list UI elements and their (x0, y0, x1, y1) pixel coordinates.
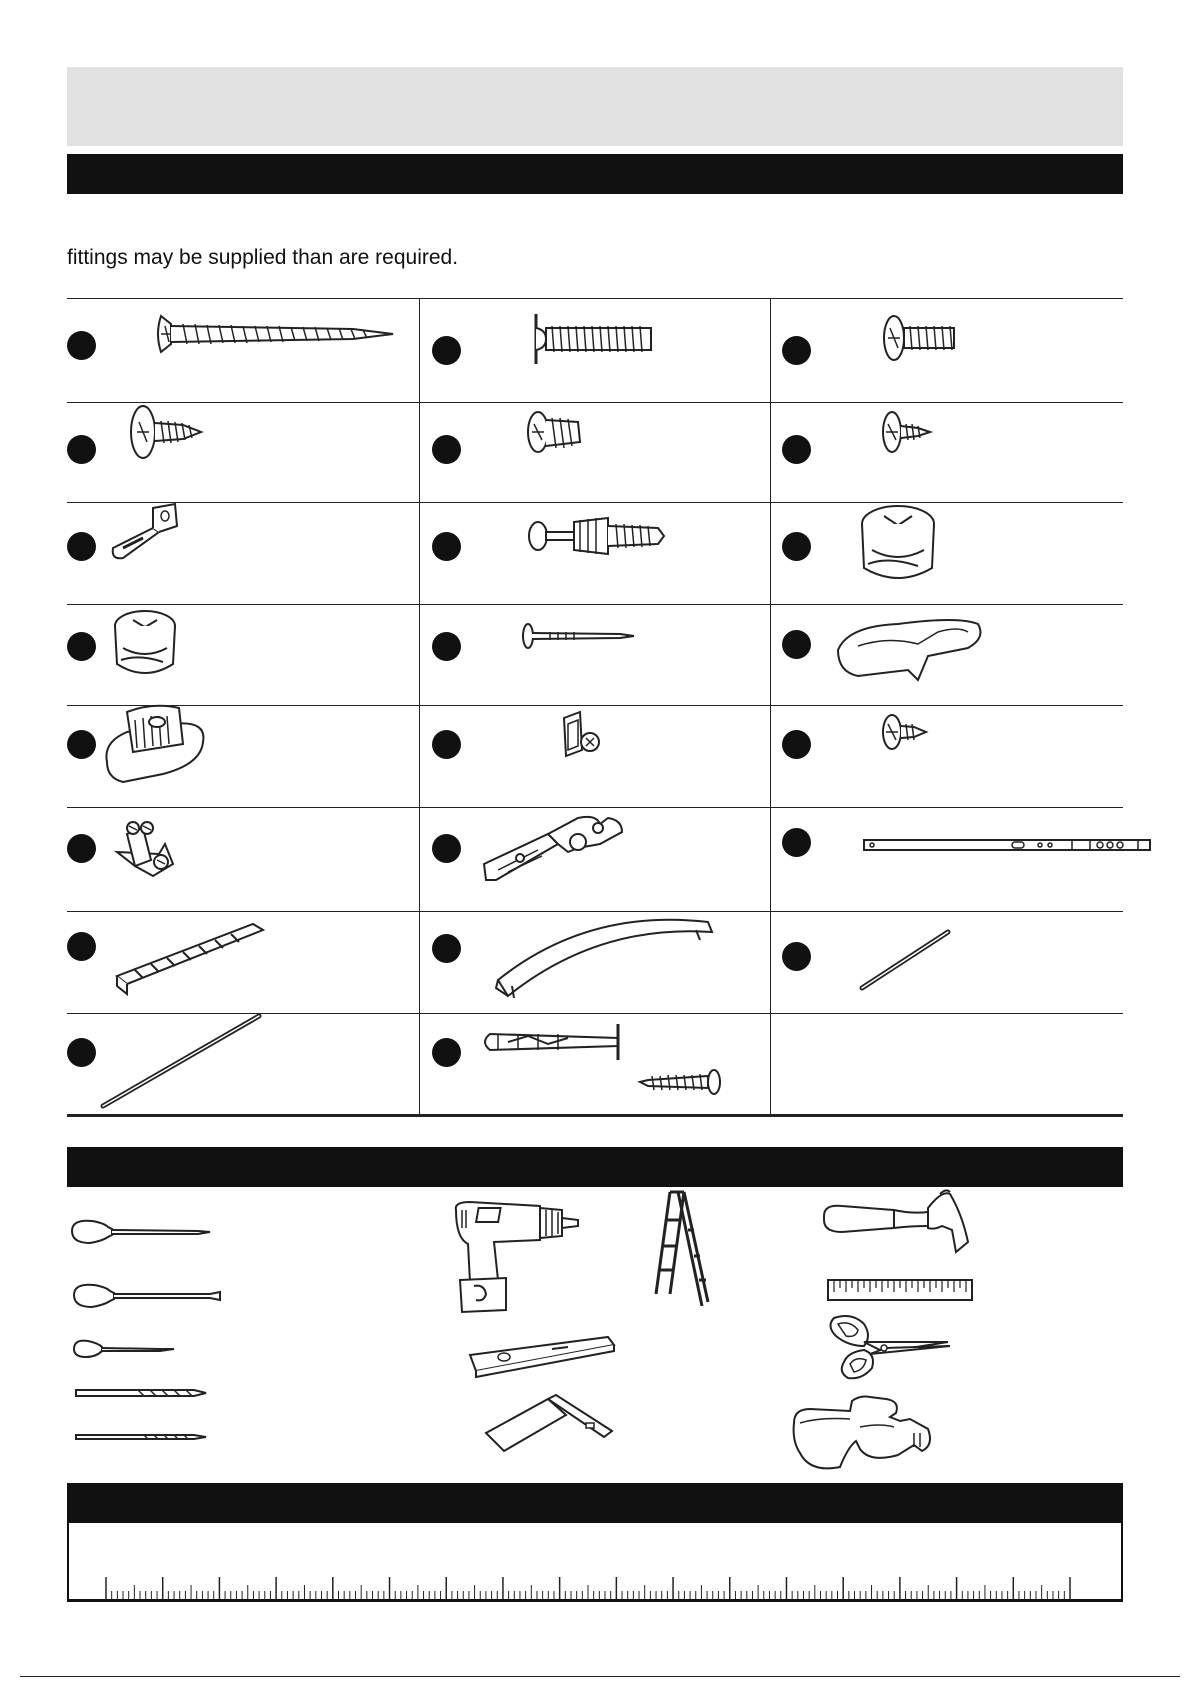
fitting-number-dot (67, 632, 96, 661)
cam-dowel-bolt-icon (468, 508, 778, 608)
fitting-number-dot (782, 942, 811, 971)
measurement-ruler (67, 1521, 1123, 1602)
fitting-number-dot (67, 1038, 96, 1067)
fitting-13 (67, 712, 417, 812)
small-screwdriver-icon (70, 1337, 180, 1361)
fitting-number-dot (432, 632, 461, 661)
fitting-number-dot (432, 1038, 461, 1067)
fitting-number-dot (67, 834, 96, 863)
step-ladder-icon (654, 1190, 714, 1310)
long-countersunk-screw-icon (103, 314, 413, 414)
drill-bit-large-icon (74, 1385, 210, 1401)
fitting-15 (782, 712, 1132, 812)
page-footer-line (20, 1676, 1180, 1677)
fitting-18 (782, 814, 1132, 914)
fitting-2 (432, 314, 782, 414)
fitting-14 (432, 712, 782, 812)
small-wood-screw-icon (818, 418, 1128, 518)
scissors-icon (824, 1312, 954, 1384)
cam-lock-small-icon (103, 610, 413, 710)
fitting-number-dot (67, 331, 96, 360)
fitting-9 (782, 508, 1132, 608)
fitting-3 (782, 314, 1132, 414)
tools-section-bar (67, 1147, 1123, 1187)
fittings-section-bar (67, 154, 1123, 194)
flange-wood-screw-icon (103, 418, 413, 518)
fitting-number-dot (67, 730, 96, 759)
long-rod-icon (103, 1020, 413, 1120)
flange-machine-screw-icon (468, 314, 778, 414)
try-square-icon (484, 1393, 614, 1457)
flathead-screwdriver-icon (70, 1281, 230, 1311)
fitting-22 (67, 1020, 417, 1120)
fitting-19 (67, 918, 417, 1018)
drill-bit-small-icon (74, 1429, 210, 1445)
fitting-number-dot (782, 730, 811, 759)
drawer-runner-icon (818, 814, 1128, 914)
fitting-number-dot (782, 435, 811, 464)
fitting-12 (782, 610, 1132, 710)
curved-handle-icon (468, 918, 778, 1018)
hammer-icon (822, 1190, 972, 1256)
fitting-4 (67, 418, 417, 518)
fitting-number-dot (782, 828, 811, 857)
fitting-11 (432, 610, 782, 710)
euro-screw-icon (468, 418, 778, 518)
handle-clip-icon (818, 610, 1128, 710)
fittings-grid (67, 298, 1123, 1116)
hinge-mounting-plate-icon (103, 814, 413, 914)
fitting-number-dot (432, 730, 461, 759)
spirit-level-icon (468, 1335, 618, 1381)
fitting-number-dot (782, 532, 811, 561)
short-flange-screw-icon (818, 314, 1128, 414)
fitting-number-dot (432, 934, 461, 963)
ruler-icon (826, 1278, 976, 1304)
fitting-1 (67, 314, 417, 414)
fitting-number-dot (432, 532, 461, 561)
fitting-number-dot (67, 932, 96, 961)
fitting-5 (432, 418, 782, 518)
grooved-base-cap-icon (103, 712, 413, 812)
safety-glasses-icon (790, 1393, 936, 1477)
fitting-17 (432, 814, 782, 914)
angle-bracket-icon (103, 508, 413, 608)
fitting-16 (67, 814, 417, 914)
header-banner (67, 67, 1123, 146)
fitting-number-dot (67, 532, 96, 561)
fitting-23 (432, 1020, 782, 1120)
fitting-number-dot (782, 630, 811, 659)
fitting-21 (782, 918, 1132, 1018)
fitting-20 (432, 918, 782, 1018)
wall-plug-screw-icon (468, 1020, 778, 1120)
power-drill-icon (450, 1200, 600, 1315)
fitting-6 (782, 418, 1132, 518)
short-rod-icon (818, 918, 1128, 1018)
fitting-number-dot (67, 435, 96, 464)
fitting-number-dot (432, 834, 461, 863)
fitting-8 (432, 508, 782, 608)
cam-lock-large-icon (818, 508, 1128, 608)
fitting-10 (67, 610, 417, 710)
fitting-number-dot (432, 336, 461, 365)
door-stop-square-icon (468, 712, 778, 812)
fitting-number-dot (782, 336, 811, 365)
small-screw-icon (818, 712, 1128, 812)
cabinet-hinge-icon (468, 814, 778, 914)
ruler-scale (69, 1521, 1125, 1602)
fitting-7 (67, 508, 417, 608)
fitting-number-dot (432, 435, 461, 464)
phillips-screwdriver-icon (68, 1217, 218, 1247)
shelf-support-strip-icon (103, 918, 413, 1018)
fittings-note: fittings may be supplied than are required. (67, 246, 459, 269)
ruler-section-bar (67, 1483, 1123, 1523)
nail-icon (468, 610, 778, 710)
